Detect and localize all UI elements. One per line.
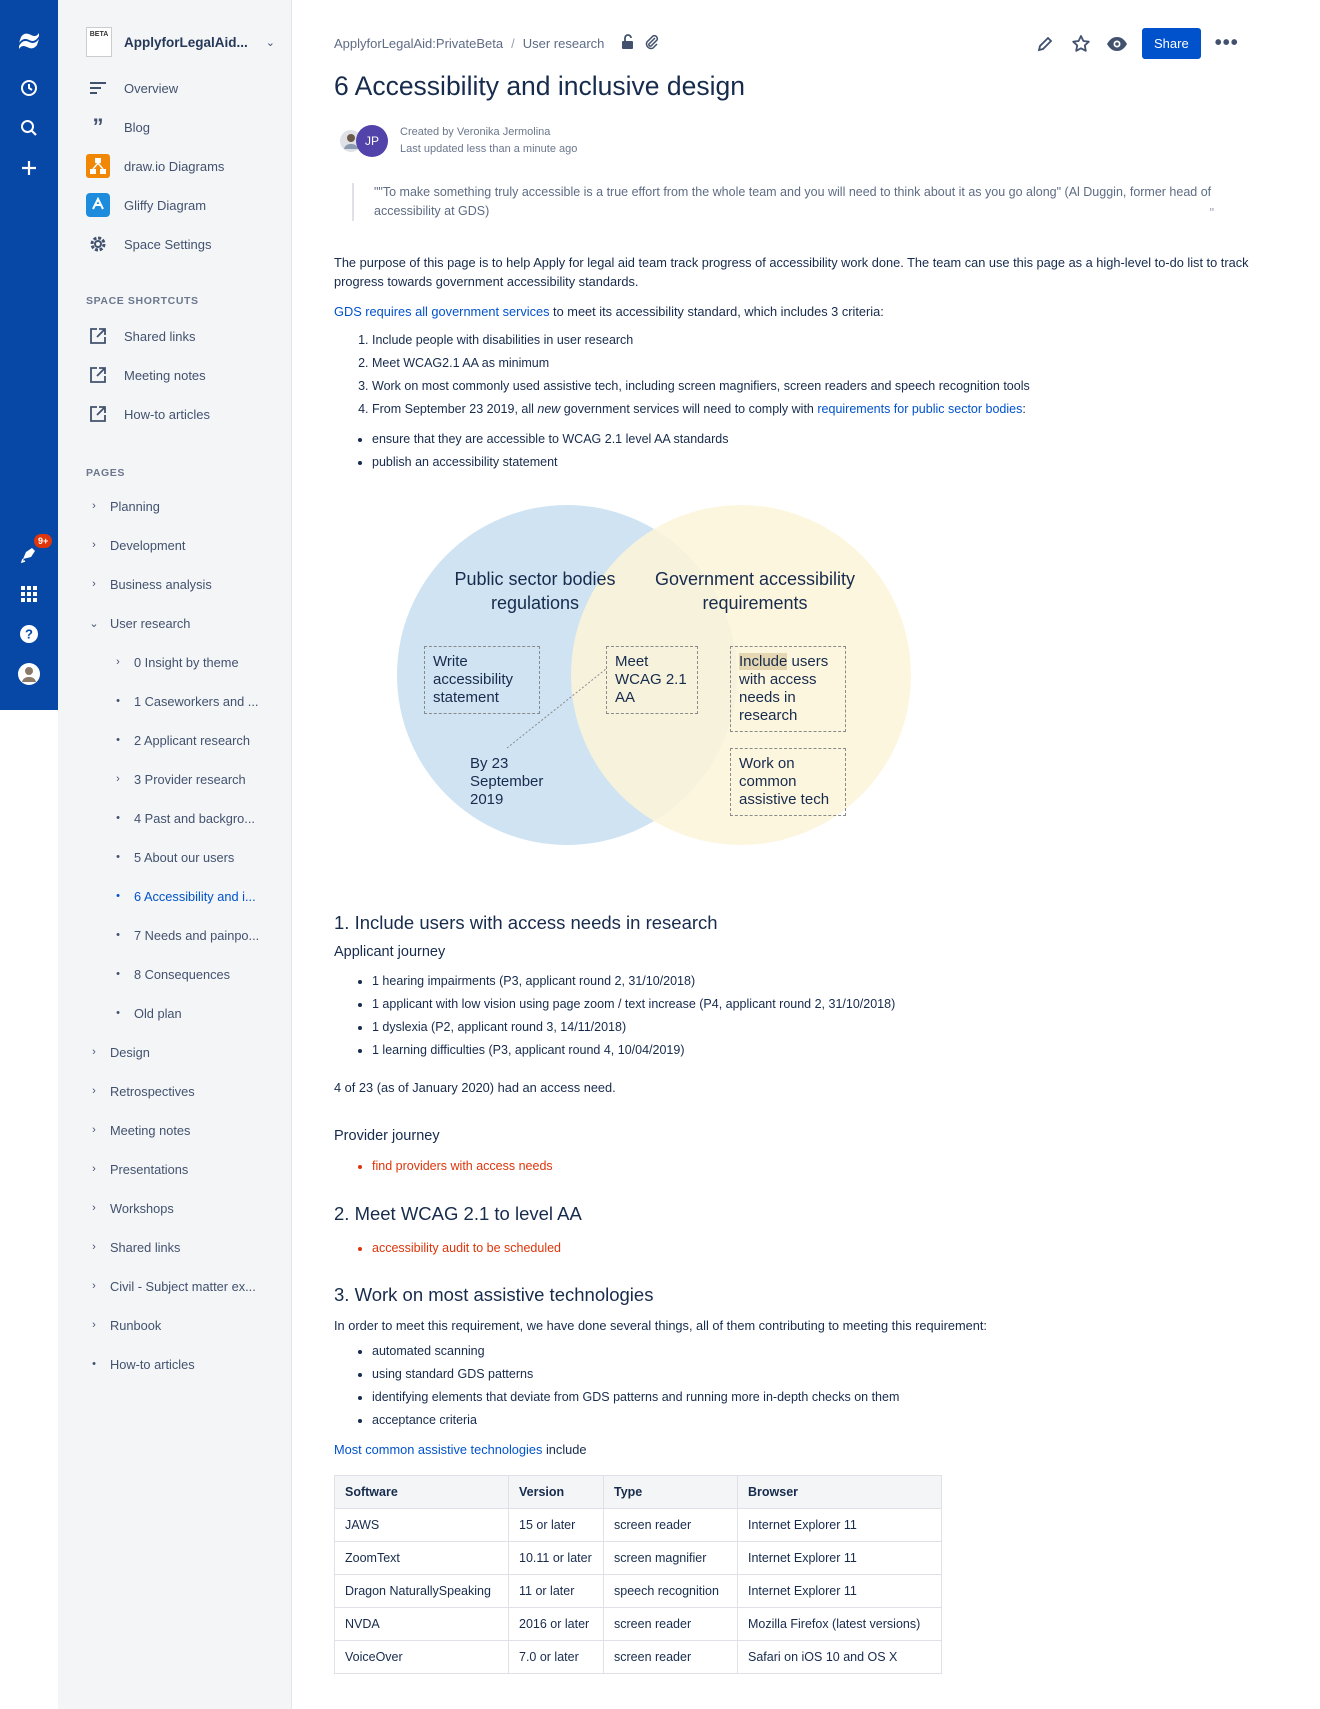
page-tree-label: Design bbox=[110, 1044, 150, 1060]
table-cell: ZoomText bbox=[335, 1542, 509, 1575]
shortcut-label: How-to articles bbox=[124, 406, 210, 422]
page-tree-item[interactable] bbox=[86, 494, 160, 518]
more-actions-icon[interactable]: ••• bbox=[1214, 32, 1239, 54]
notification-badge: 9+ bbox=[34, 534, 52, 548]
assistive-tech-table bbox=[334, 1475, 942, 1674]
assistive-tech-link-rest: include bbox=[542, 1442, 587, 1457]
page-tree-item[interactable] bbox=[110, 1001, 182, 1025]
page-tree-label: 0 Insight by theme bbox=[134, 654, 239, 670]
gds-rest: to meet its accessibility standard, which includes 3 criteria: bbox=[549, 304, 884, 319]
criteria-item bbox=[372, 398, 1030, 421]
page-tree-item[interactable] bbox=[86, 1313, 161, 1337]
table-cell: Internet Explorer 11 bbox=[738, 1509, 942, 1542]
page-tree-label: 6 Accessibility and i... bbox=[134, 888, 256, 904]
criteria4-pre: From September 23 2019, all bbox=[372, 402, 538, 416]
sidebar-item-overview[interactable] bbox=[86, 74, 286, 102]
criteria-item: 2. Meet WCAG2.1 AA as minimum bbox=[372, 352, 1030, 375]
chevron-right-icon: › bbox=[92, 1124, 96, 1136]
created-by: Created by Veronika Jermolina bbox=[400, 126, 551, 138]
purpose-paragraph: The purpose of this page is to help Apply for legal aid team track progress of accessibility work done. The team can use this page as a high-level to-do list to track progress towards government accessibility standards. bbox=[334, 255, 1249, 289]
gds-paragraph bbox=[334, 302, 1254, 321]
table-cell: JAWS bbox=[335, 1509, 509, 1542]
list-item: • acceptance criteria bbox=[372, 1409, 899, 1432]
venn-box-wcag: Meet WCAG 2.1 AA bbox=[606, 646, 698, 714]
list-item: • 1 dyslexia (P2, applicant round 3, 14/11/2018) bbox=[372, 1016, 895, 1039]
quote-text: ""To make something truly accessible is a true effort from the whole team and you will need to think about it as you go along" (Al Duggin, former head of accessibility at GDS) bbox=[374, 185, 1212, 218]
external-link-icon bbox=[86, 402, 110, 426]
list-item: • automated scanning bbox=[372, 1340, 899, 1363]
unlock-icon[interactable] bbox=[620, 34, 636, 53]
table-row bbox=[335, 1575, 942, 1608]
list-item: • using standard GDS patterns bbox=[372, 1363, 899, 1386]
chevron-right-icon: › bbox=[92, 578, 96, 590]
page-tree-item[interactable] bbox=[110, 767, 246, 791]
page-tree-item[interactable] bbox=[86, 1352, 195, 1376]
table-header-row bbox=[335, 1476, 942, 1509]
applicant-list bbox=[372, 970, 895, 1062]
page-tree-item[interactable] bbox=[86, 1157, 188, 1181]
external-link-icon bbox=[86, 324, 110, 348]
search-icon[interactable] bbox=[0, 109, 58, 147]
bullet-icon: • bbox=[116, 851, 120, 863]
page-tree-label: Development bbox=[110, 537, 186, 553]
page-toolbar bbox=[1034, 28, 1239, 59]
chevron-right-icon: › bbox=[92, 1319, 96, 1331]
shortcut-label: Meeting notes bbox=[124, 367, 206, 383]
chevron-right-icon: › bbox=[92, 539, 96, 551]
public-sector-list bbox=[372, 428, 728, 474]
venn-right-title: Government accessibility requirements bbox=[654, 569, 856, 613]
bullet-icon: • bbox=[116, 929, 120, 941]
chevron-right-icon: › bbox=[92, 1085, 96, 1097]
chevron-right-icon: › bbox=[92, 500, 96, 512]
table-row bbox=[335, 1509, 942, 1542]
space-header[interactable] bbox=[86, 27, 275, 57]
table-cell: Internet Explorer 11 bbox=[738, 1542, 942, 1575]
page-tree-item[interactable] bbox=[110, 806, 255, 830]
section-2-heading: 2. Meet WCAG 2.1 to level AA bbox=[334, 1203, 582, 1224]
sidebar-item-space-settings[interactable] bbox=[86, 230, 286, 258]
profile-avatar-icon[interactable] bbox=[0, 655, 58, 693]
table-cell: Safari on iOS 10 and OS X bbox=[738, 1641, 942, 1674]
breadcrumb bbox=[334, 34, 660, 53]
table-cell: 10.11 or later bbox=[509, 1542, 604, 1575]
table-cell: 7.0 or later bbox=[509, 1641, 604, 1674]
chevron-right-icon: › bbox=[92, 1163, 96, 1175]
sidebar-item-label: Blog bbox=[124, 119, 151, 135]
criteria-item: 1. Include people with disabilities in user research bbox=[372, 329, 1030, 352]
table-row bbox=[335, 1608, 942, 1641]
page-tree-item[interactable] bbox=[86, 572, 212, 596]
chevron-right-icon: › bbox=[92, 1241, 96, 1253]
list-item: • find providers with access needs bbox=[372, 1155, 553, 1178]
criteria4-post: : bbox=[1022, 402, 1026, 416]
sidebar-item-drawio[interactable] bbox=[86, 152, 286, 180]
share-button[interactable]: Share bbox=[1142, 28, 1201, 59]
gds-requirements-link[interactable]: GDS requires all government services bbox=[334, 304, 550, 319]
contributor-avatar[interactable]: JP bbox=[356, 125, 388, 157]
assistive-tech-link[interactable]: Most common assistive technologies bbox=[334, 1442, 543, 1457]
list-item: • 1 hearing impairments (P3, applicant round 2, 31/10/2018) bbox=[372, 970, 895, 993]
page-tree-label: 7 Needs and painpo... bbox=[134, 927, 260, 943]
table-cell: Internet Explorer 11 bbox=[738, 1575, 942, 1608]
table-cell: 15 or later bbox=[509, 1509, 604, 1542]
overview-icon bbox=[86, 76, 110, 100]
external-link-icon bbox=[86, 363, 110, 387]
page-tree-label: Civil - Subject matter ex... bbox=[110, 1278, 256, 1294]
table-cell: speech recognition bbox=[604, 1575, 738, 1608]
page-tree-item[interactable] bbox=[110, 728, 250, 752]
page-tree-label: Business analysis bbox=[110, 576, 212, 592]
section-3-intro: In order to meet this requirement, we have done several things, all of them contributing to meeting this requirement: bbox=[334, 1318, 987, 1333]
shortcut-meeting-notes[interactable] bbox=[86, 361, 286, 389]
page-tree-label: Planning bbox=[110, 498, 160, 514]
star-icon[interactable] bbox=[1070, 33, 1092, 55]
list-item: • 1 learning difficulties (P3, applicant round 4, 10/04/2019) bbox=[372, 1039, 895, 1062]
chevron-down-icon: ⌄ bbox=[265, 36, 275, 49]
table-cell: screen reader bbox=[604, 1509, 738, 1542]
column-header: Browser bbox=[738, 1476, 942, 1509]
gliffy-icon bbox=[86, 193, 110, 217]
page-tree-item[interactable] bbox=[110, 962, 230, 986]
table-cell: Mozilla Firefox (latest versions) bbox=[738, 1608, 942, 1641]
page-tree-item[interactable] bbox=[86, 1118, 190, 1142]
page-tree-label: Old plan bbox=[134, 1005, 182, 1021]
page-tree-label: User research bbox=[110, 615, 191, 631]
page-tree-item[interactable] bbox=[110, 923, 259, 947]
table-cell: VoiceOver bbox=[335, 1641, 509, 1674]
sidebar-item-gliffy[interactable] bbox=[86, 191, 286, 219]
page-tree-label: 3 Provider research bbox=[134, 771, 246, 787]
venn-box-users-text: users with access needs in research bbox=[739, 653, 829, 724]
column-header: Software bbox=[335, 1476, 509, 1509]
page-tree-item[interactable] bbox=[110, 650, 239, 674]
venn-highlight: Include bbox=[739, 653, 788, 670]
bullet-icon: • bbox=[116, 968, 120, 980]
chevron-right-icon: › bbox=[92, 1280, 96, 1292]
provider-list bbox=[372, 1155, 553, 1178]
bullet-icon: • bbox=[116, 695, 120, 707]
quote-icon: ” bbox=[92, 114, 104, 139]
criteria4-em: new bbox=[537, 402, 561, 416]
confluence-logo-icon[interactable] bbox=[0, 22, 58, 60]
bullet-icon: • bbox=[116, 890, 120, 902]
venn-box-users bbox=[730, 646, 846, 732]
sidebar-item-label: draw.io Diagrams bbox=[124, 158, 225, 174]
sidebar-item-blog[interactable] bbox=[86, 113, 286, 141]
wcag-list bbox=[372, 1237, 561, 1260]
venn-box-tech: Work on common assistive tech bbox=[730, 748, 846, 816]
page-tree-label: 2 Applicant research bbox=[134, 732, 250, 748]
venn-left-title: Public sector bodies regulations bbox=[454, 569, 616, 613]
page-tree-label: 5 About our users bbox=[134, 849, 235, 865]
list-item: • ensure that they are accessible to WCAG 2.1 level AA standards bbox=[372, 428, 728, 451]
attachment-icon[interactable] bbox=[644, 34, 660, 53]
section-3-heading: 3. Work on most assistive technologies bbox=[334, 1284, 654, 1305]
bullet-icon: • bbox=[116, 734, 120, 746]
page-tree-item[interactable] bbox=[110, 845, 234, 869]
provider-journey-heading: Provider journey bbox=[334, 1128, 440, 1144]
page-tree-item[interactable] bbox=[110, 689, 258, 713]
bullet-icon: • bbox=[116, 812, 120, 824]
chevron-right-icon: › bbox=[116, 656, 120, 668]
page-tree-label: Runbook bbox=[110, 1317, 162, 1333]
chevron-down-icon: ⌄ bbox=[89, 617, 99, 630]
list-item: • 1 applicant with low vision using page zoom / text increase (P4, applicant round 2, 31/10/2018) bbox=[372, 993, 895, 1016]
table-cell: NVDA bbox=[335, 1608, 509, 1641]
chevron-right-icon: › bbox=[92, 1046, 96, 1058]
edit-pencil-icon[interactable] bbox=[1034, 33, 1056, 55]
page-tree-item[interactable] bbox=[86, 1079, 195, 1103]
global-navigation bbox=[0, 0, 58, 710]
venn-deadline: By 23 September 2019 bbox=[470, 755, 544, 808]
table-row bbox=[335, 1641, 942, 1674]
sidebar-item-label: Overview bbox=[124, 80, 179, 96]
access-need-note: 4 of 23 (as of January 2020) had an access need. bbox=[334, 1080, 616, 1095]
breadcrumb-separator: / bbox=[511, 36, 515, 51]
page-title: 6 Accessibility and inclusive design bbox=[334, 71, 745, 101]
list-item: • identifying elements that deviate from GDS patterns and running more in-depth checks on them bbox=[372, 1386, 899, 1409]
gear-icon bbox=[86, 232, 110, 256]
page-tree-label: 4 Past and backgro... bbox=[134, 810, 255, 826]
assistive-tech-list bbox=[372, 1340, 899, 1432]
table-cell: screen magnifier bbox=[604, 1542, 738, 1575]
page-tree-label: Presentations bbox=[110, 1161, 189, 1177]
page-tree-item[interactable] bbox=[86, 1235, 180, 1259]
space-shortcuts-heading: SPACE SHORTCUTS bbox=[86, 295, 199, 307]
assistive-tech-link-paragraph bbox=[334, 1440, 587, 1459]
table-cell: 11 or later bbox=[509, 1575, 604, 1608]
page-tree-label: 1 Caseworkers and ... bbox=[134, 693, 259, 709]
criteria-item: 3. Work on most commonly used assistive tech, including screen magnifiers, screen readers and speech recognition tools bbox=[372, 375, 1030, 398]
history-icon[interactable] bbox=[0, 69, 58, 107]
help-icon[interactable] bbox=[0, 615, 58, 653]
list-item: • publish an accessibility statement bbox=[372, 451, 728, 474]
shortcut-label: Shared links bbox=[124, 328, 196, 344]
space-sidebar bbox=[58, 0, 292, 1709]
criteria-list bbox=[372, 329, 1030, 421]
create-icon[interactable] bbox=[0, 149, 58, 187]
quote-end-mark: " bbox=[1209, 206, 1214, 220]
section-1-heading: 1. Include users with access needs in research bbox=[334, 912, 718, 933]
page-tree-label: Meeting notes bbox=[110, 1122, 191, 1138]
column-header: Type bbox=[604, 1476, 738, 1509]
table-cell: 2016 or later bbox=[509, 1608, 604, 1641]
table-cell: screen reader bbox=[604, 1608, 738, 1641]
page-tree-label: How-to articles bbox=[110, 1356, 195, 1372]
shortcut-how-to-articles[interactable] bbox=[86, 400, 286, 428]
quote-block bbox=[352, 183, 1214, 221]
sidebar-item-label: Gliffy Diagram bbox=[124, 197, 207, 213]
page-tree-item[interactable] bbox=[86, 1196, 174, 1220]
venn-box-statement: Write accessibility statement bbox=[424, 646, 540, 714]
page-tree-item-current[interactable] bbox=[110, 884, 256, 908]
page-tree-label: Workshops bbox=[110, 1200, 174, 1216]
svg-text:?: ? bbox=[25, 626, 33, 642]
venn-diagram bbox=[374, 505, 934, 850]
page-tree-item[interactable] bbox=[86, 1274, 256, 1298]
table-row bbox=[335, 1542, 942, 1575]
table-cell: Dragon NaturallySpeaking bbox=[335, 1575, 509, 1608]
applicant-journey-heading: Applicant journey bbox=[334, 944, 446, 960]
page-byline bbox=[338, 124, 577, 158]
chevron-right-icon: › bbox=[116, 773, 120, 785]
byline-text bbox=[400, 124, 577, 158]
page-tree-label: 8 Consequences bbox=[134, 966, 231, 982]
bullet-icon: • bbox=[92, 1358, 96, 1370]
page-tree-item[interactable] bbox=[86, 1040, 150, 1064]
public-sector-requirements-link[interactable]: requirements for public sector bodies bbox=[817, 402, 1023, 416]
criteria4-mid: government services will need to comply with bbox=[560, 402, 818, 416]
space-logo: BETA bbox=[86, 27, 112, 57]
page-tree-label: Shared links bbox=[110, 1239, 181, 1255]
pages-heading: PAGES bbox=[86, 467, 125, 479]
list-item: • accessibility audit to be scheduled bbox=[372, 1237, 561, 1260]
column-header: Version bbox=[509, 1476, 604, 1509]
app-switcher-icon[interactable] bbox=[0, 575, 58, 613]
breadcrumb-space[interactable]: ApplyforLegalAid:PrivateBeta bbox=[334, 36, 504, 51]
drawio-icon bbox=[86, 154, 110, 178]
breadcrumb-parent[interactable]: User research bbox=[522, 36, 605, 51]
sidebar-item-label: Space Settings bbox=[124, 236, 212, 252]
page-tree-item[interactable] bbox=[86, 611, 190, 635]
last-updated: Last updated less than a minute ago bbox=[400, 143, 578, 155]
bullet-icon: • bbox=[116, 1007, 120, 1019]
space-name: ApplyforLegalAid... bbox=[124, 34, 248, 50]
page-tree-item[interactable] bbox=[86, 533, 185, 557]
page-tree-label: Retrospectives bbox=[110, 1083, 195, 1099]
chevron-right-icon: › bbox=[92, 1202, 96, 1214]
watch-eye-icon[interactable] bbox=[1106, 33, 1128, 55]
shortcut-shared-links[interactable] bbox=[86, 322, 286, 350]
table-cell: screen reader bbox=[604, 1641, 738, 1674]
